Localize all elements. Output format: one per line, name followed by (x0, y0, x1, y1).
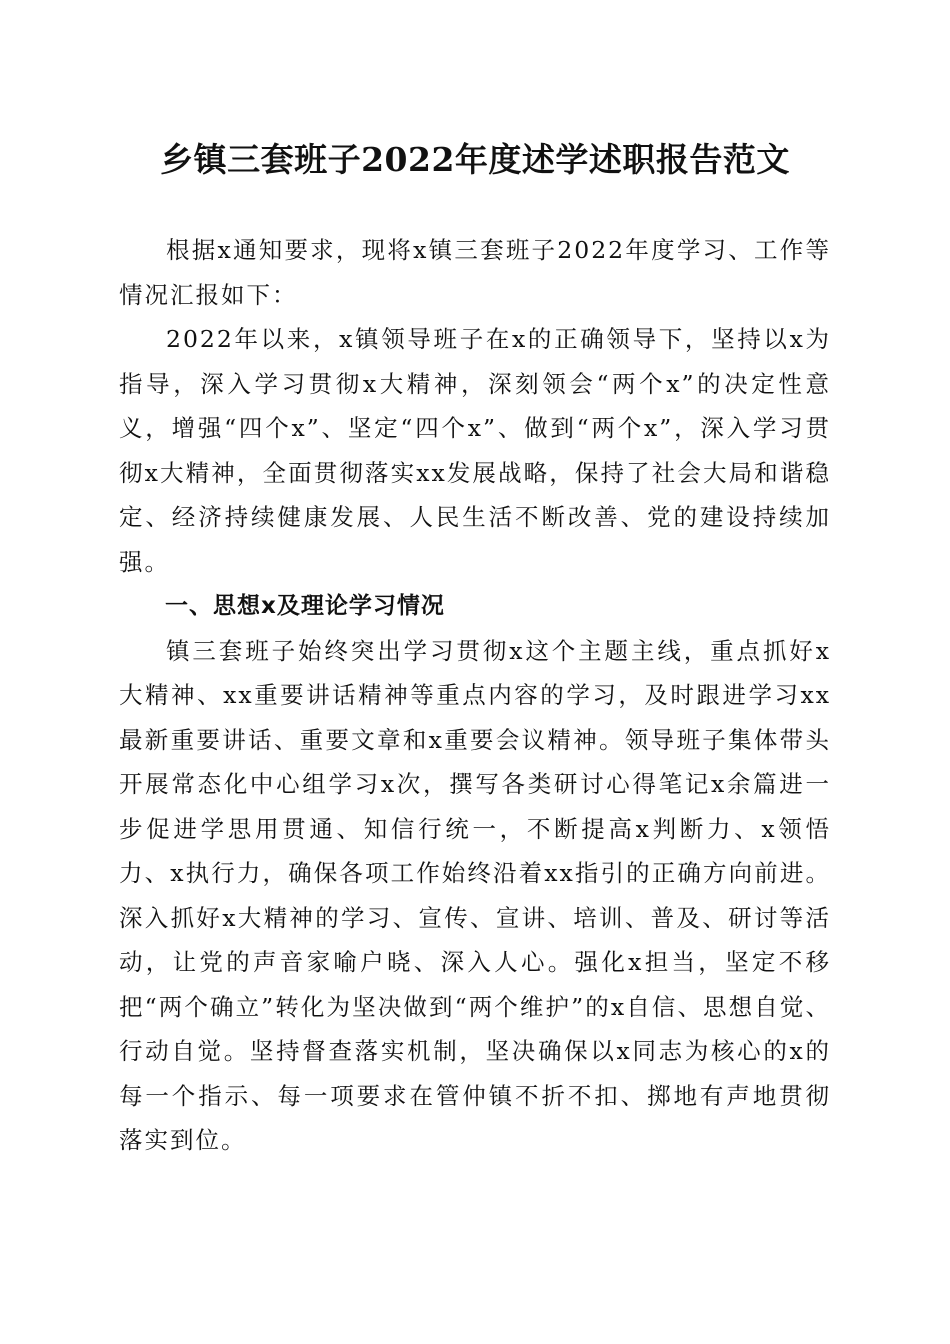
section-paragraph: 镇三套班子始终突出学习贯彻x这个主题主线，重点抓好x大精神、xx重要讲话精神等重点内容的学习，及时跟进学习xx最新重要讲话、重要文章和x重要会议精神。领导班子集体带头开展常态化中心组学习x次，撰写各类研讨心得笔记x余篇进一步促进学思用贯通、知信行统一，不断提高x判断力、x领悟力、x执行力，确保各项工作始终沿着xx指引的正确方向前进。深入抓好x大精神的学习、宣传、宣讲、培训、普及、研讨等活动，让党的声音家喻户晓、深入人心。强化x担当，坚定不移把“两个确立”转化为坚决做到“两个维护”的x自信、思想自觉、行动自觉。坚持督查落实机制，坚决确保以x同志为核心的x的每一个指示、每一项要求在管仲镇不折不扣、掷地有声地贯彻落实到位。 (119, 636, 831, 1154)
intro-paragraph: 根据x通知要求，现将x镇三套班子2022年度学习、工作等情况汇报如下： (119, 236, 831, 309)
document-body (119, 228, 831, 1163)
document-title: 乡镇三套班子2022年度述学述职报告范文 (160, 140, 790, 179)
overview-paragraph: 2022年以来，x镇领导班子在x的正确领导下，坚持以x为指导，深入学习贯彻x大精神，深刻领会“两个x”的决定性意义，增强“四个x”、坚定“四个x”、做到“两个x”，深入学习贯彻x大精神，全面贯彻落实xx发展战略，保持了社会大局和谐稳定、经济持续健康发展、人民生活不断改善、党的建设持续加强。 (119, 325, 831, 576)
section-heading: 一、思想x及理论学习情况 (165, 593, 445, 619)
